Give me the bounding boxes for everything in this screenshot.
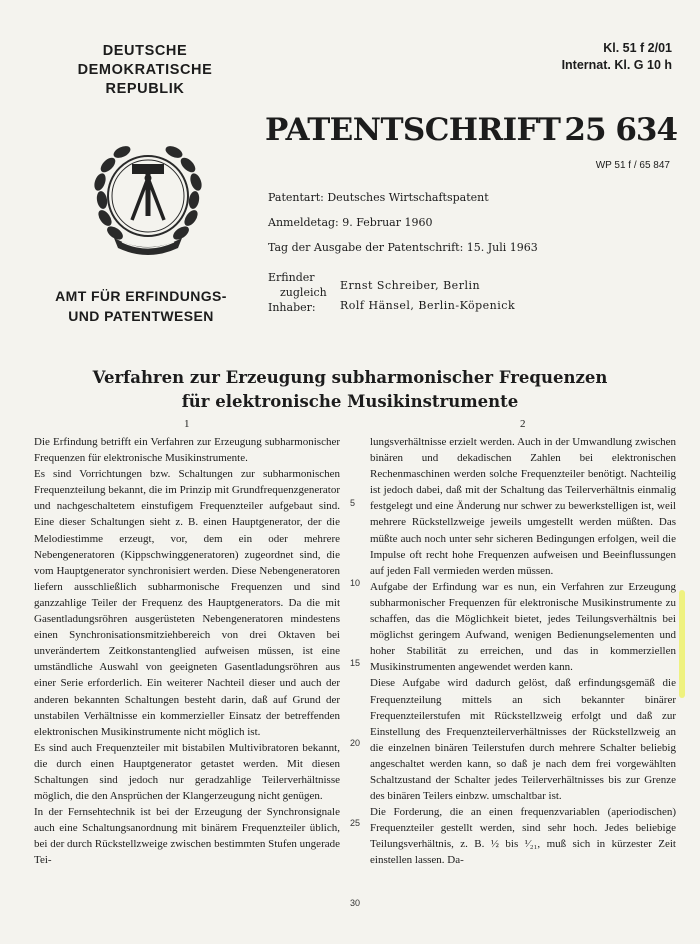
paragraph: Es sind Vorrichtungen bzw. Schaltungen zur subharmonischen Frequenzteilung bekannt, die im Prinzip mit Grundfrequenzgenerator und nachgeschaltetem einstufigem Frequenzteiler aufgebaut sind. Eine dieser Schaltungen sieht z. B. einen Hauptgenerator, der die Melodiestimme erzeugt, vor, dem ein oder mehrere Nebengeneratoren (Kippschwinggeneratoren) zugeordnet sind, die vom Hauptgenerator synchronisiert werden. Diese Nebengeneratoren liefern ausschließlich subharmonische Frequenzen und sind ganzzahlige Teiler der Frequenz des Hauptgenerators. Da die mit Gasentladungsröhren ausgerüsteten Nebengeneratoren mindestens einen Synchronisationsmitziehbereich von drei Oktaven bei unverändertem Zeitkonstantenglied aufweisen müssen, ist eine umständliche Auswahl von geeigneten Gasentladungsröhren aus einer Serie erforderlich. Ein weiterer Nachteil dieser und auch der anderen bekannten Schaltungen besteht darin, daß auf Grund der unstabilen Verhältnisse ein kommerzieller Einsatz der betreffenden elektronischen Musikinstrumente nicht möglich ist. [34, 468, 340, 738]
office-line: UND PATENTWESEN [68, 308, 214, 324]
line-number: 30 [350, 898, 361, 908]
inventor-label: Erfinder [268, 271, 315, 284]
line-number: 5 [350, 498, 356, 508]
national-class: Kl. 51 f 2/01 [603, 41, 672, 55]
inventor-name: Rolf Hänsel, Berlin-Köpenick [340, 299, 516, 312]
line-number: 15 [350, 658, 361, 668]
paragraph: Die Erfindung betrifft ein Verfahren zur Erzeugung subharmonischer Frequenzen für elektronische Musikinstrumente. [34, 436, 340, 465]
inventor-names [340, 278, 670, 318]
issuer-line: DEUTSCHE [102, 43, 188, 59]
office-line: AMT FÜR ERFINDUNGS- [55, 288, 227, 304]
paragraph: Aufgabe der Erfindung war es nun, ein Verfahren zur Erzeugung subharmonischer Frequenzen für elektronische Musikinstrumente zu schaffen, das die Möglichkeit bietet, jedes Teilungsverhältnis bei möglichst geringem Aufwand, wenigen Bedienungselementen und hoher Stabilität zu erreichen, und das in kommerziellen Musikinstrumenten angewendet werden kann. [370, 580, 676, 674]
invention-title-line: für elektronische Musikinstrumente [181, 392, 519, 411]
column-number-left: 1 [184, 418, 190, 430]
issuer-line: REPUBLIK [105, 81, 185, 97]
classification-block [486, 40, 672, 74]
line-number: 20 [350, 738, 361, 748]
text-column-right [370, 434, 676, 869]
patent-heading [265, 112, 680, 148]
patent-number: 25 634 [564, 112, 678, 148]
inventor-label: Inhaber: [268, 301, 316, 314]
inventor-label: zugleich [280, 286, 327, 299]
line-number: 25 [350, 818, 361, 828]
paragraph: Es sind auch Frequenzteiler mit bistabilen Multivibratoren bekannt, die durch einen Hauptgenerator getastet werden. Mit diesen Schaltungen sind jedoch nur geradzahlige Teilerverhältnisse möglich, die den Ansprüchen der Klangerzeugung nicht genügen. [34, 741, 340, 803]
inventor-labels [268, 270, 332, 315]
patent-title: PATENTSCHRIFT [265, 112, 561, 148]
highlighter-mark [679, 590, 685, 698]
paragraph: In der Fernsehtechnik ist bei der Erzeugung der Synchronsignale auch eine Schaltungsanordnung mit binärem Frequenzteiler üblich, bei der durch Rückstellzweige zwischen bestimmten Stufen ungerade Tei- [34, 806, 340, 867]
patent-office-name [28, 286, 254, 326]
issuer-line: DEMOKRATISCHE [77, 62, 213, 78]
patent-type: Patentart: Deutsches Wirtschaftspatent [268, 191, 489, 204]
column-number-right: 2 [520, 418, 526, 430]
invention-title-line: Verfahren zur Erzeugung subharmonischer Frequenzen [92, 368, 608, 387]
filing-date: Anmeldetag: 9. Februar 1960 [268, 216, 433, 229]
wp-number: WP 51 f / 65 847 [595, 160, 670, 171]
issuer-name [40, 42, 250, 99]
invention-title [30, 366, 670, 414]
inventor-name: Ernst Schreiber, Berlin [340, 279, 481, 292]
international-class: Internat. Kl. G 10 h [561, 58, 672, 72]
paragraph: Die Forderung, die an einen frequenzvariablen (aperiodischen) Frequenzteiler gestellt werden, sind sehr hoch. Jedes beliebige Teilungsverhältnis, z. B. ½ bis ¹⁄₂₁, muß sich in kürzester Zeit einstellen lassen. Da- [370, 806, 676, 867]
issue-date: Tag der Ausgabe der Patentschrift: 15. Juli 1963 [268, 241, 538, 254]
state-emblem-icon [88, 138, 208, 262]
paragraph: Diese Aufgabe wird dadurch gelöst, daß erfindungsgemäß die Frequenzteilung mittels an sich bekannter binärer Frequenzteilerstufen mit Rückstellzweig erfolgt und daß zur Einstellung des Frequenzteilerverhältnisses der Rückstellzweig an die einzelnen binären Teilerstufen durch mehrere Schalter beliebig angeschaltet werden kann, so daß je nach dem frei vorgewählten Schaltzustand der Schalter jedes Teilerverhältnisses bis zur Grenze des binären Teilers einbzw. umschaltbar ist. [370, 677, 676, 803]
paragraph: lungsverhältnisse erzielt werden. Auch in der Umwandlung zwischen binären und dekadischen Zahlen bei elektronischen Rechenmaschinen werden solche Frequenzteiler benötigt. Nachteilig ist jedoch dabei, daß mit der Schaltung das Teilerverhältnis einmalig festgelegt und eine Änderung nur schwer zu bewerkstelligen ist, weil mehrere Rückstellzweige jeweils umgestellt werden müßten. Das müßte auch noch unter sehr sicheren Bedingungen erfolgen, weil die Impulse oft recht hohe Frequenzen aufweisen und Beeinflussungen auf jeden Fall vermieden werden müssen. [370, 436, 676, 577]
text-column-left [34, 434, 340, 869]
line-number: 10 [350, 578, 361, 588]
patent-metadata [268, 190, 678, 265]
